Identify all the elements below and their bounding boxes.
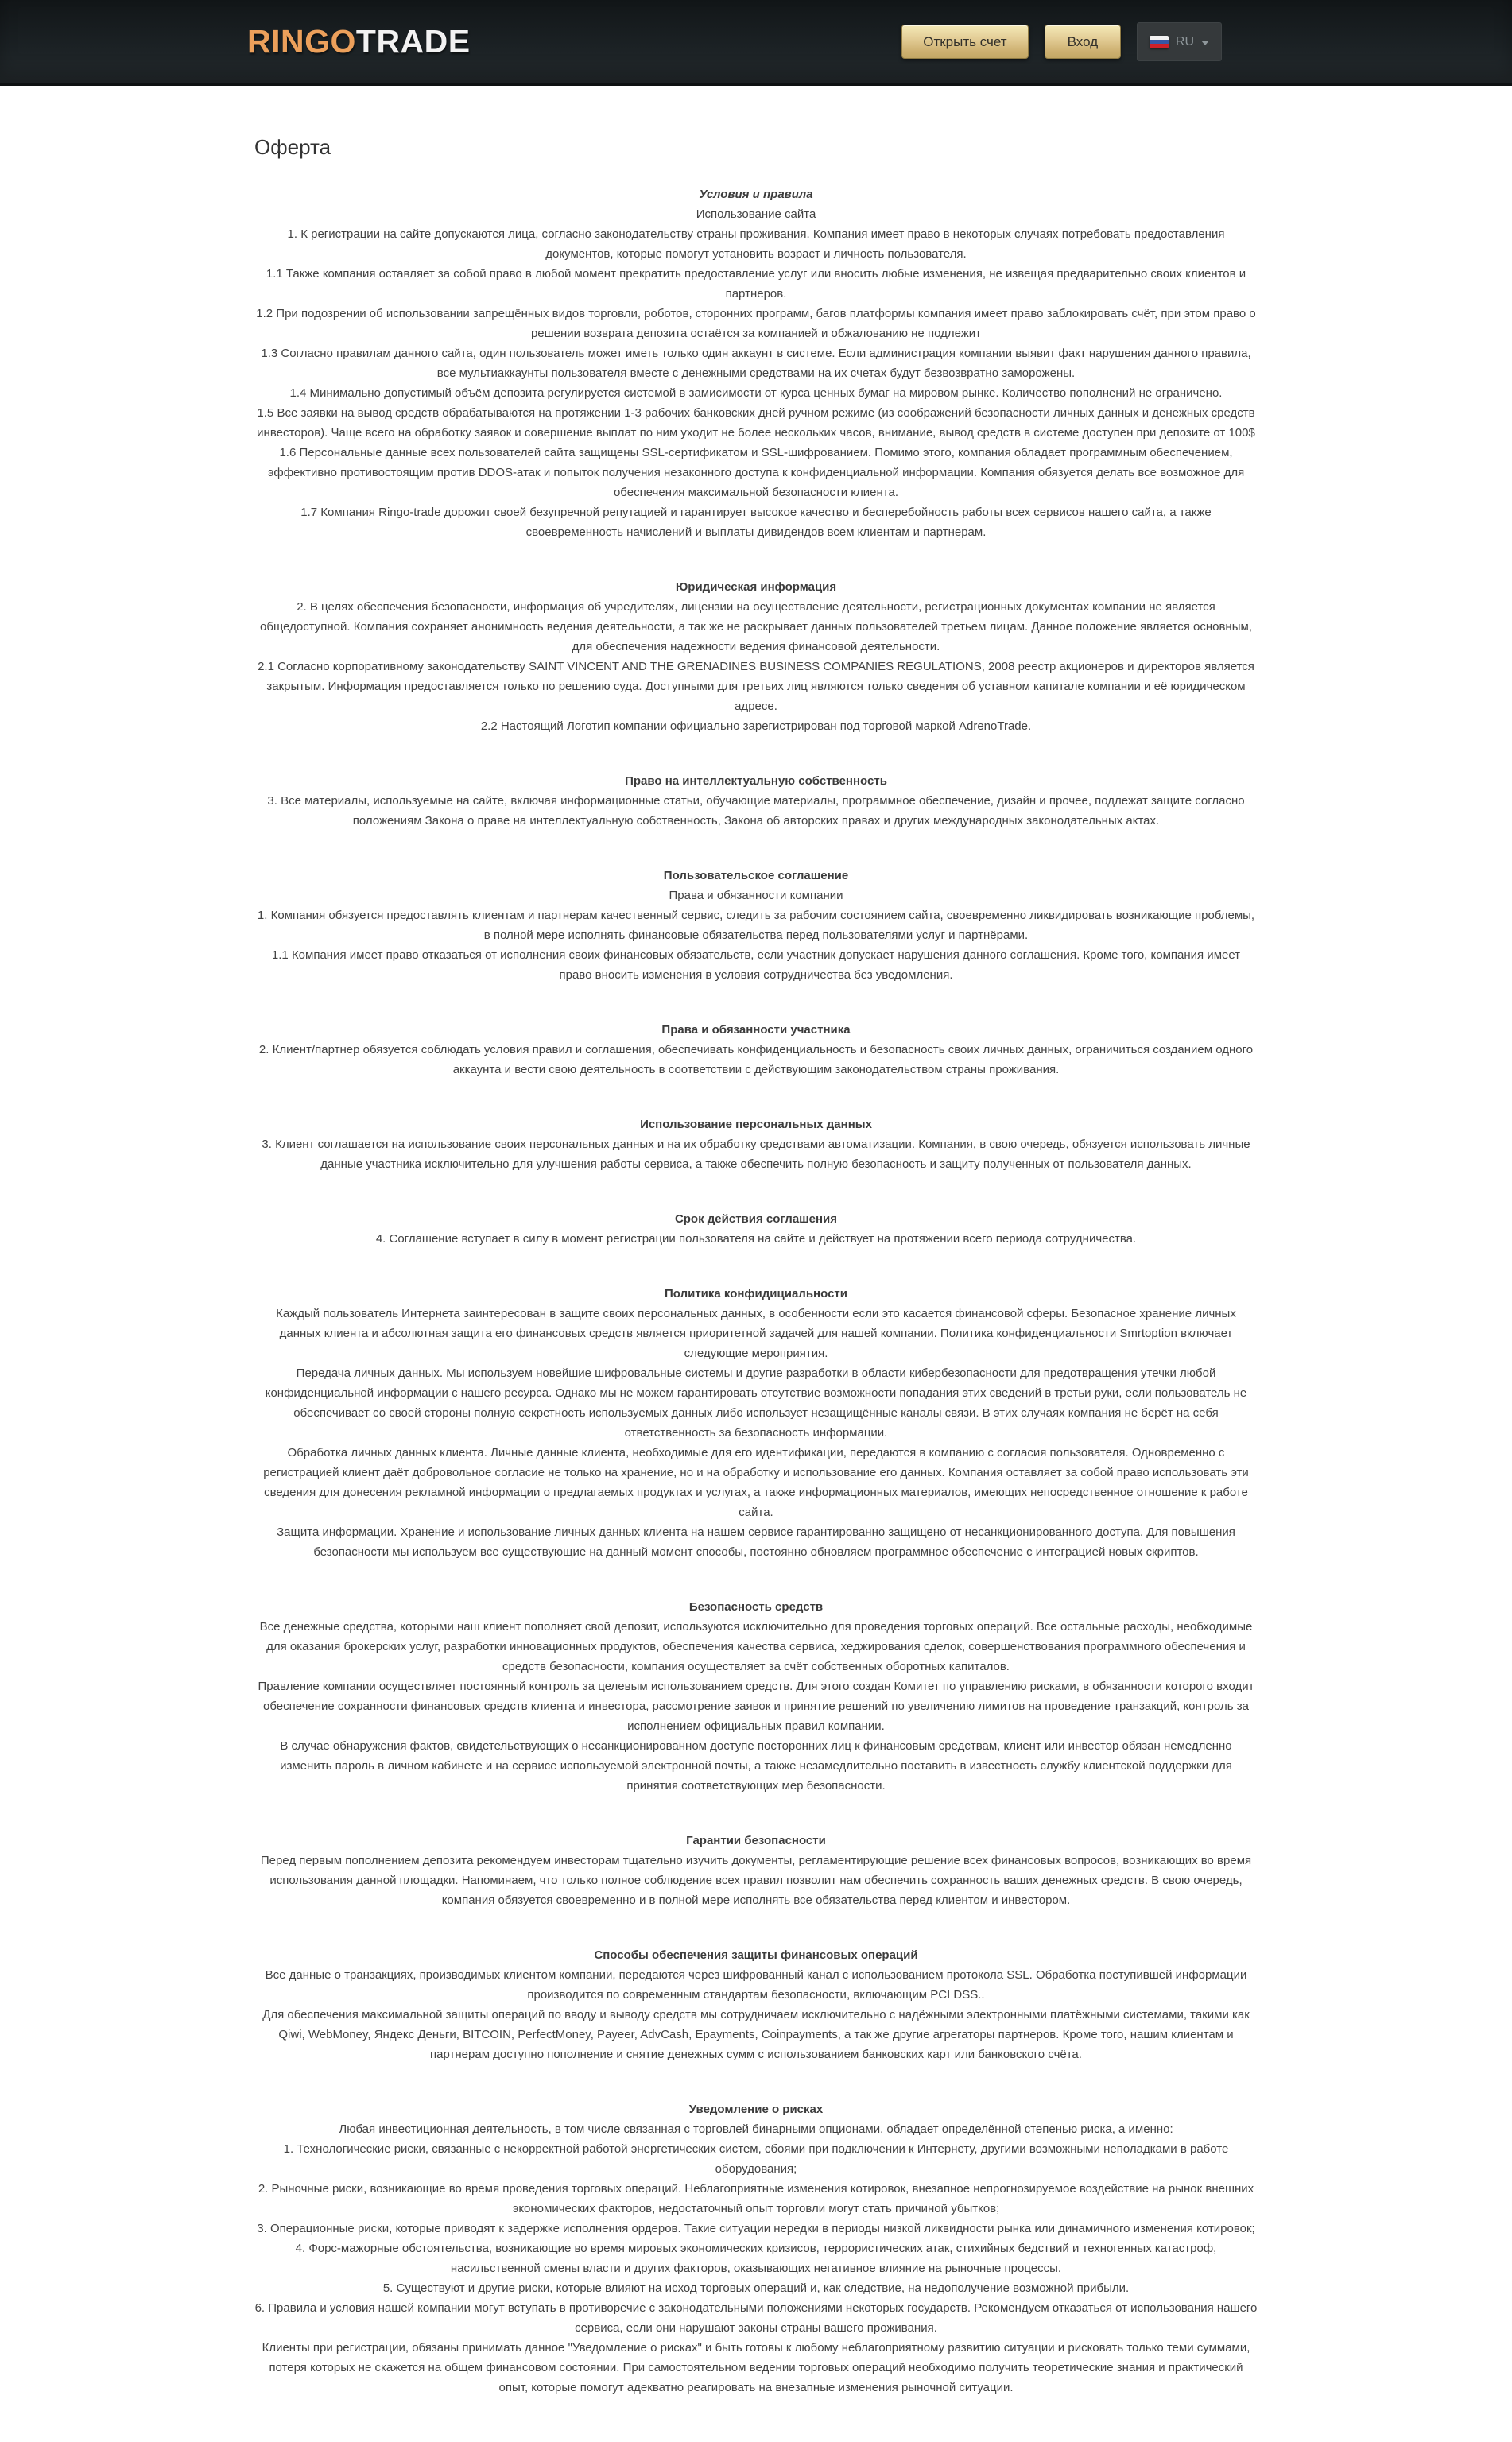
document-section [254, 1209, 1258, 1249]
paragraph: 3. Операционные риски, которые приводят к задержке исполнения ордеров. Такие ситуации нередки в периоды низкой ликвидности рынка или динамичного изменения котировок; [257, 2222, 1255, 2235]
paragraph: 2.2 Настоящий Логотип компании официально зарегистрирован под торговой маркой AdrenoTrade. [480, 719, 1032, 733]
document [254, 184, 1258, 2397]
open-account-button[interactable]: Открыть счет [901, 25, 1029, 59]
section-heading: Политика конфидициальности [665, 1287, 847, 1300]
paragraph: Все денежные средства, которыми наш клиент пополняет свой депозит, используются исключительно для проведения торговых операций. Все остальные расходы, необходимые для оказания брокерских услуг, разработки инновационных продуктов, обеспечения качества сервиса, хеджирования сделок, совершенствования программного обеспечения и средств безопасности, компания осуществляет за счёт собственных оборотных капиталов. [259, 1620, 1253, 1673]
logo-text-trade: TRADE [355, 23, 471, 60]
paragraph: 2.1 Согласно корпоративному законодательству SAINT VINCENT AND THE GRENADINES BUSINESS COMPANIES REGULATIONS, 2008 реестр акционеров и директоров является закрытым. Информация предоставляется только по решению суда. Доступными для третьих лиц являются только сведения об уставном капитале компании и её юридическом адресе. [258, 660, 1254, 713]
paragraph: 3. Клиент соглашается на использование своих персональных данных и на их обработку средствами автоматизации. Компания, в свою очередь, обязуется использовать личные данные участника исключительно для улучшения работы сервиса, а также обеспечить полную безопасность и защиту полученных от пользователя данных. [262, 1138, 1250, 1171]
document-section [254, 1114, 1258, 1174]
document-section [254, 1284, 1258, 1562]
paragraph: 1.1 Компания имеет право отказаться от исполнения своих финансовых обязательств, если участник допускает нарушения данного соглашения. Кроме того, компания имеет право вносить изменения в условия сотрудничества без уведомления. [271, 948, 1241, 982]
document-section [254, 1945, 1258, 2064]
paragraph: 1. К регистрации на сайте допускаются лица, согласно законодательству страны проживания. Компания имеет право в некоторых случаях потребовать предоставления документов, которые помогут установить возраст и личность пользователя. [287, 227, 1225, 261]
paragraph: 2. В целях обеспечения безопасности, информация об учредителях, лицензии на осуществление деятельности, регистрационных документах компании не является общедоступной. Компания сохраняет анонимность ведения деятельности, а так же не раскрывает данных пользователей третьем лицам. Данное положение является основным, для обеспечения надежности ведения финансовой деятельности. [260, 600, 1252, 653]
paragraph: Для обеспечения максимальной защиты операций по вводу и выводу средств мы сотрудничаем исключительно с надёжными электронными платёжными системами, такими как Qiwi, WebMoney, Яндекс Деньги, BITCOIN, PerfectMoney, Payeer, AdvCash, Epayments, Coinpayments, а так же другие агрегаторы партнеров. Кроме того, нашим клиентам и партнерам доступно пополнение и снятие денежных сумм с использованием банковских карт или банковского счёта. [262, 2008, 1250, 2061]
paragraph: Клиенты при регистрации, обязаны принимать данное "Уведомление о рисках" и быть готовы к любому неблагоприятному развитию ситуации и рисковать только теми суммами, потеря которых не скажется на общем финансовом состоянии. При самостоятельном ведении торговых операций необходимо получить теоретические знания и практический опыт, которые помогут адекватно реагировать на внезапные изменения рыночной ситуации. [262, 2341, 1250, 2394]
paragraph: Перед первым пополнением депозита рекомендуем инвесторам тщательно изучить документы, регламентирующие решение всех финансовых вопросов, возникающих во время использования данной площадки. Напоминаем, что только полное соблюдение всех правил позволит нам обеспечить сохранность ваших денежных средств. В свою очередь, компания обязуется своевременно и в полной мере исполнять все обязательства перед клиентом и инвестором. [260, 1854, 1252, 1907]
main-content [254, 135, 1258, 2442]
login-button[interactable]: Вход [1045, 25, 1121, 59]
paragraph: 4. Соглашение вступает в силу в момент регистрации пользователя на сайте и действует на протяжении всего периода сотрудничества. [375, 1232, 1137, 1246]
paragraph: 1.6 Персональные данные всех пользователей сайта защищены SSL-сертификатом и SSL-шифрованием. Помимо этого, компания обладает программным обеспечением, эффективно противостоящим против DDOS-атак и попыток получения незаконного доступа к конфиденциальной информации. Компания обязуется делать все возможное для обеспечения максимальной безопасности клиента. [267, 446, 1245, 499]
header-controls [901, 22, 1222, 61]
paragraph: Передача личных данных. Мы используем новейшие шифровальные системы и другие разработки в области кибербезопасности для предотвращения утечки любой конфиденциальной информации с нашего ресурса. Однако мы не можем гарантировать отсутствие возможности попадания этих сведений в третьи руки, если пользователь не обеспечивает со своей стороны полную секретность используемых данных либо использует незащищённые каналы связи. В этих случаях компания не берёт на себя ответственность за безопасность информации. [265, 1366, 1247, 1440]
document-section [254, 866, 1258, 985]
header-inner [247, 0, 1260, 83]
paragraph: Использование сайта [696, 207, 816, 221]
section-heading: Права и обязанности участника [661, 1023, 851, 1037]
section-heading: Юридическая информация [675, 580, 837, 594]
paragraph: В случае обнаружения фактов, свидетельствующих о несанкционированном доступе посторонних лиц к финансовым средствам, клиент или инвестор обязан немедленно изменить пароль в личном кабинете и на сервисе используемой электронной почты, а также незамедлительно поставить в известность службу клиентской поддержки для принятия соответствующих мер безопасности. [280, 1739, 1232, 1793]
document-section [254, 1597, 1258, 1796]
russia-flag-icon [1150, 36, 1169, 48]
paragraph: Правление компании осуществляет постоянный контроль за целевым использованием средств. Для этого создан Комитет по управлению рисками, в обязанности которого входит обеспечение сохранности финансовых средств клиента и инвестора, рассмотрение заявок и принятие решений по увеличению лимитов на проведение транзакций, контроль за исполнением официальных правил компании. [258, 1680, 1254, 1733]
paragraph: 1.5 Все заявки на вывод средств обрабатываются на протяжении 1-3 рабочих банковских дней ручном режиме (из соображений безопасности личных данных и денежных средств инвесторов). Чаще всего на обработку заявок и совершение выплат по ним уходит не более нескольких часов, внимание, вывод средств в системе доступен при депозите от 100$ [257, 406, 1255, 440]
site-header [0, 0, 1512, 86]
paragraph: 1.2 При подозрении об использовании запрещённых видов торговли, роботов, сторонних программ, багов платформы компания имеет право заблокировать счёт, при этом право о решении возврата депозита остаётся за компанией и обжалованию не подлежит [256, 307, 1256, 340]
paragraph: 1.3 Согласно правилам данного сайта, один пользователь может иметь только один аккаунт в системе. Если администрация компании выявит факт нарушения данного правила, все мультиаккаунты пользователя вместе с денежными средствами на их счетах будут безвозвратно заморожены. [261, 347, 1251, 380]
section-heading: Условия и правила [699, 188, 813, 201]
paragraph: 5. Существуют и другие риски, которые влияют на исход торговых операций и, как следствие, на недополучение возможной прибыли. [382, 2281, 1130, 2295]
paragraph: Права и обязанности компании [669, 889, 843, 902]
language-code: RU [1175, 34, 1194, 48]
paragraph: 2. Рыночные риски, возникающие во время проведения торговых операций. Неблагоприятные изменения котировок, внезапное непрогнозируемое воздействие на рынок внешних экономических факторов, недостаточный опыт торговли могут стать причиной убытков; [258, 2182, 1254, 2215]
document-section [254, 2099, 1258, 2397]
language-selector[interactable] [1137, 22, 1222, 61]
logo-text-ringo: RINGO [247, 23, 356, 60]
chevron-down-icon [1201, 41, 1209, 45]
paragraph: 1. Технологические риски, связанные с некорректной работой энергетических систем, сбоями при подключении к Интернету, другими возможными неполадками в работе оборудования; [283, 2142, 1229, 2176]
section-heading: Уведомление о рисках [688, 2103, 824, 2116]
page-title: Оферта [254, 135, 331, 159]
document-section [254, 771, 1258, 831]
paragraph: Все данные о транзакциях, производимых клиентом компании, передаются через шифрованный канал с использованием протокола SSL. Обработка поступившей информации производится по современным стандартам безопасности, включающим PCI DSS.. [265, 1968, 1247, 2002]
paragraph: 3. Все материалы, используемые на сайте, включая информационные статьи, обучающие материалы, программное обеспечение, дизайн и прочее, подлежат защите согласно положениям Закона о праве на интеллектуальную собственность, Закона об авторских правах и других международных законодательных актах. [267, 794, 1245, 828]
section-heading: Пользовательское соглашение [663, 869, 849, 882]
document-section [254, 577, 1258, 736]
document-section [254, 1020, 1258, 1080]
paragraph: 1. Компания обязуется предоставлять клиентам и партнерам качественный сервис, следить за рабочим состоянием сайта, своевременно ликвидировать возникающие проблемы, в полной мере исполнять финансовые обязательства перед пользователями услуг и партнёрами. [257, 909, 1255, 942]
paragraph: 6. Правила и условия нашей компании могут вступать в противоречие с законодательными положениями некоторых государств. Рекомендуем отказаться от использования нашего сервиса, если они нарушают законы страны вашего проживания. [254, 2301, 1258, 2335]
section-heading: Способы обеспечения защиты финансовых операций [594, 1948, 918, 1962]
paragraph: Обработка личных данных клиента. Личные данные клиента, необходимые для его идентификации, передаются в компанию с согласия пользователя. Одновременно с регистрацией клиент даёт добровольное согласие не только на хранение, но и на обработку и использование его данных. Компания оставляет за собой право использовать эти сведения для донесения рекламной информации о предлагаемых продуктах и услугах, а также информационных материалов, имеющих непосредственное отношение к работе сайта. [263, 1446, 1249, 1519]
section-heading: Безопасность средств [688, 1600, 824, 1614]
document-section [254, 184, 1258, 542]
paragraph: 1.7 Компания Ringo-trade дорожит своей безупречной репутацией и гарантирует высокое качество и бесперебойность работы всех сервисов нашего сайта, а также своевременность начислений и выплаты дивидендов всем клиентам и партнерам. [300, 506, 1212, 539]
paragraph: Каждый пользователь Интернета заинтересован в защите своих персональных данных, в особенности если это касается финансовой сферы. Безопасное хранение личных данных клиента и абсолютная защита его финансовых средств является приоритетной задачей для нашей компании. Политика конфиденциальности Smrtoption включает следующие мероприятия. [276, 1307, 1236, 1360]
section-heading: Право на интеллектуальную собственность [625, 774, 887, 788]
paragraph: 4. Форс-мажорные обстоятельства, возникающие во время мировых экономических кризисов, террористических атак, стихийных бедствий и техногенных катастроф, насильственной смены власти и других факторов, оказывающих негативное влияние на рыночные процессы. [295, 2242, 1217, 2275]
paragraph: 1.4 Минимально допустимый объём депозита регулируется системой в замисимости от курса ценных бумаг на мировом рынке. Количество пополнений не ограничено. [289, 386, 1223, 400]
paragraph: 1.1 Также компания оставляет за собой право в любой момент прекратить предоставление услуг или вносить любые изменения, не извещая предварительно своих клиентов и партнеров. [266, 267, 1246, 300]
section-heading: Срок действия соглашения [674, 1212, 838, 1226]
paragraph: Защита информации. Хранение и использование личных данных клиента на нашем сервисе гарантированно защищено от несанкционированного доступа. Для повышения безопасности мы используем все существующие на данный момент способы, постоянно обновляем программное обеспечение с интеграцией новых скриптов. [277, 1525, 1235, 1559]
document-section [254, 1831, 1258, 1910]
paragraph: 2. Клиент/партнер обязуется соблюдать условия правил и соглашения, обеспечивать конфиденциальность и безопасность своих личных данных, ограничиться созданием одного аккаунта и вести свою деятельность в соответствии с действующим законодательством страны проживания. [258, 1043, 1254, 1076]
paragraph: Любая инвестиционная деятельность, в том числе связанная с торговлей бинарными опционами, обладает определённой степенью риска, а именно: [339, 2122, 1173, 2136]
logo[interactable] [247, 23, 471, 60]
section-heading: Гарантии безопасности [686, 1834, 826, 1847]
section-heading: Использование персональных данных [640, 1118, 872, 1131]
